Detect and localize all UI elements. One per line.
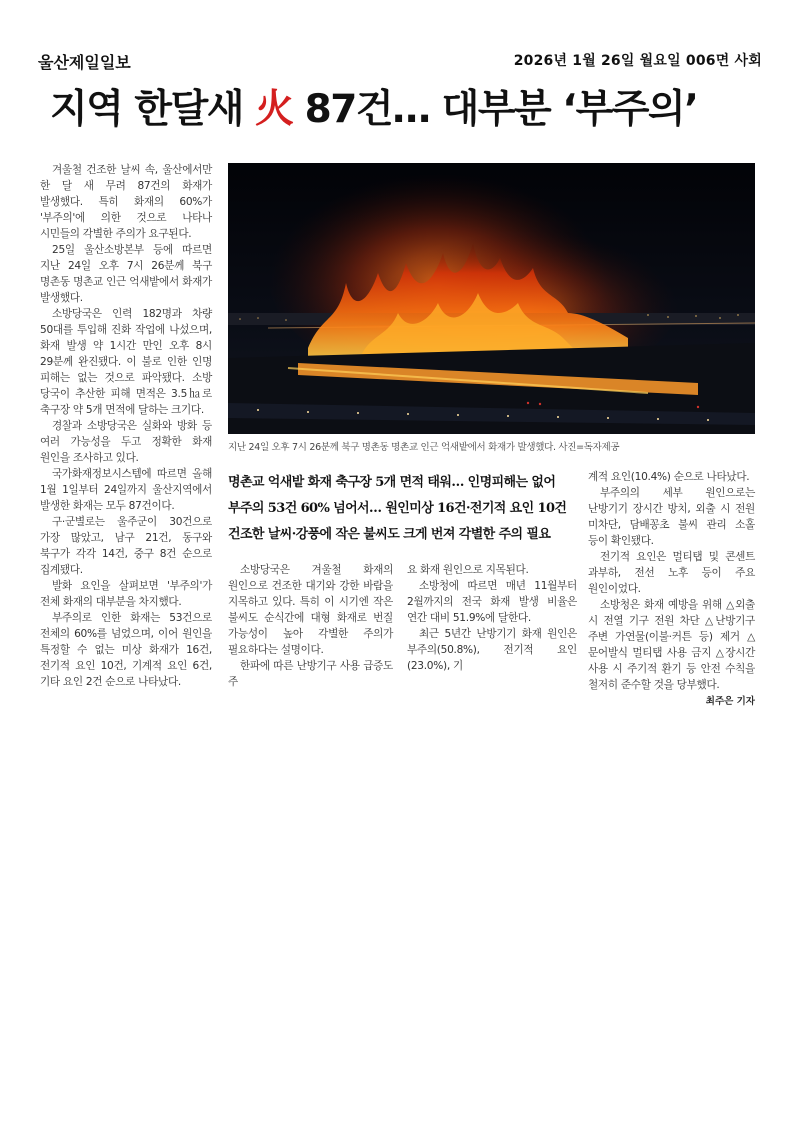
article-paragraph: 최근 5년간 난방기기 화재 원인은 부주의(50.8%), 전기적 요인(23.0%), 기 <box>407 628 577 672</box>
subheading: 건조한 날씨·강풍에 작은 불씨도 크게 번져 각별한 주의 필요 <box>228 527 551 542</box>
article-column-1 <box>40 162 212 690</box>
article-column-3 <box>407 562 577 674</box>
reporter-byline: 최주은 기자 <box>705 696 755 707</box>
article-paragraph: 국가화재정보시스템에 따르면 올해 1월 1일부터 24일까지 울산지역에서 발생한 화재는 모두 87건이다. <box>40 468 212 512</box>
newspaper-masthead: 울산제일일보 <box>38 53 131 72</box>
article-paragraph: 소방청은 화재 예방을 위해 △외출 시 전열 기구 전원 차단 △난방기구 주변 가연물(이불·커튼 등) 제거 △문어발식 멀티탭 사용 금지 △장시간 사용 시 주기적 환기 등 안전 수칙을 철저히 준수할 것을 당부했다. <box>588 599 755 691</box>
article-column-2 <box>228 562 393 690</box>
article-paragraph: 계적 요인(10.4%) 순으로 나타났다. <box>588 471 750 483</box>
article-paragraph: 25일 울산소방본부 등에 따르면 지난 24일 오후 7시 26분께 북구 명촌동 명촌교 인근 억새밭에서 화재가 발생했다. <box>40 244 212 304</box>
article-paragraph: 전기적 요인은 멀티탭 및 콘센트 과부하, 전선 노후 등이 주요 원인이었다. <box>588 551 755 595</box>
article-paragraph: 소방청에 따르면 매년 11월부터 2월까지의 전국 화재 발생 비율은 연간 대비 51.9%에 달한다. <box>407 580 577 624</box>
article-paragraph: 한파에 따른 난방기구 사용 급증도 주 <box>228 660 393 688</box>
article-paragraph: 요 화재 원인으로 지목된다. <box>407 564 529 576</box>
article-paragraph: 부주의의 세부 원인으로는 난방기기 장시간 방치, 외출 시 전원 미차단, 담배꽁초 불씨 관리 소홀 등이 확인됐다. <box>588 487 755 547</box>
article-paragraph: 소방당국은 겨울철 화재의 원인으로 건조한 대기와 강한 바람을 지목하고 있다. 특히 이 시기엔 작은 불씨도 순식간에 대형 화재로 번질 가능성이 높아 각별한 주의가 필요하다는 설명이다. <box>228 564 393 656</box>
subheading: 명촌교 억새밭 화재 축구장 5개 면적 태워… 인명피해는 없어 <box>228 475 556 490</box>
article-paragraph: 부주의로 인한 화재는 53건으로 전체의 60%를 넘었으며, 이어 원인을 특정할 수 없는 미상 화재가 16건, 전기적 요인 10건, 기계적 요인 6건, 기타 요인 2건 순으로 나타났다. <box>40 612 212 688</box>
article-column-4 <box>588 469 755 707</box>
article-paragraph: 겨울철 건조한 날씨 속, 울산에서만 한 달 새 무려 87건의 화재가 발생했다. 특히 화재의 60%가 '부주의'에 의한 것으로 나타나 시민들의 각별한 주의가 요구된다. <box>40 164 212 240</box>
subheading: 부주의 53건 60% 넘어서… 원인미상 16건·전기적 요인 10건 <box>228 501 567 516</box>
article-paragraph: 경찰과 소방당국은 실화와 방화 등 여러 가능성을 두고 정확한 화재 원인을 조사하고 있다. <box>40 420 212 464</box>
headline-part-1: 지역 한달새 <box>50 87 256 132</box>
article-paragraph: 소방당국은 인력 182명과 차량 50대를 투입해 진화 작업에 나섰으며, 화재 발생 약 1시간 만인 오후 8시 29분께 완진됐다. 이 불로 인한 인명 피해는 없는 것으로 파악됐다. 소방 당국이 추산한 피해 면적은 3.5㏊로 축구장 약 5개 면적에 달하는 크기다. <box>40 308 212 416</box>
headline-fire-character: 火 <box>255 87 293 132</box>
photo-caption: 지난 24일 오후 7시 26분께 북구 명촌동 명촌교 인근 억새밭에서 화재가 발생했다. 사진=독자제공 <box>228 442 620 453</box>
article-headline <box>50 78 770 134</box>
page-dateline: 2026년 1월 26일 월요일 006면 사회 <box>513 53 762 69</box>
article-subheadings <box>228 470 578 548</box>
headline-part-2: 87건… 대부분 ‘부주의’ <box>292 87 698 132</box>
article-paragraph: 구·군별로는 울주군이 30건으로 가장 많았고, 남구 21건, 동구와 북구가 각각 14건, 중구 8건 순으로 집계됐다. <box>40 516 212 576</box>
fire-photo <box>228 163 755 434</box>
article-paragraph: 발화 요인을 살펴보면 '부주의'가 전체 화재의 대부분을 차지했다. <box>40 580 212 608</box>
